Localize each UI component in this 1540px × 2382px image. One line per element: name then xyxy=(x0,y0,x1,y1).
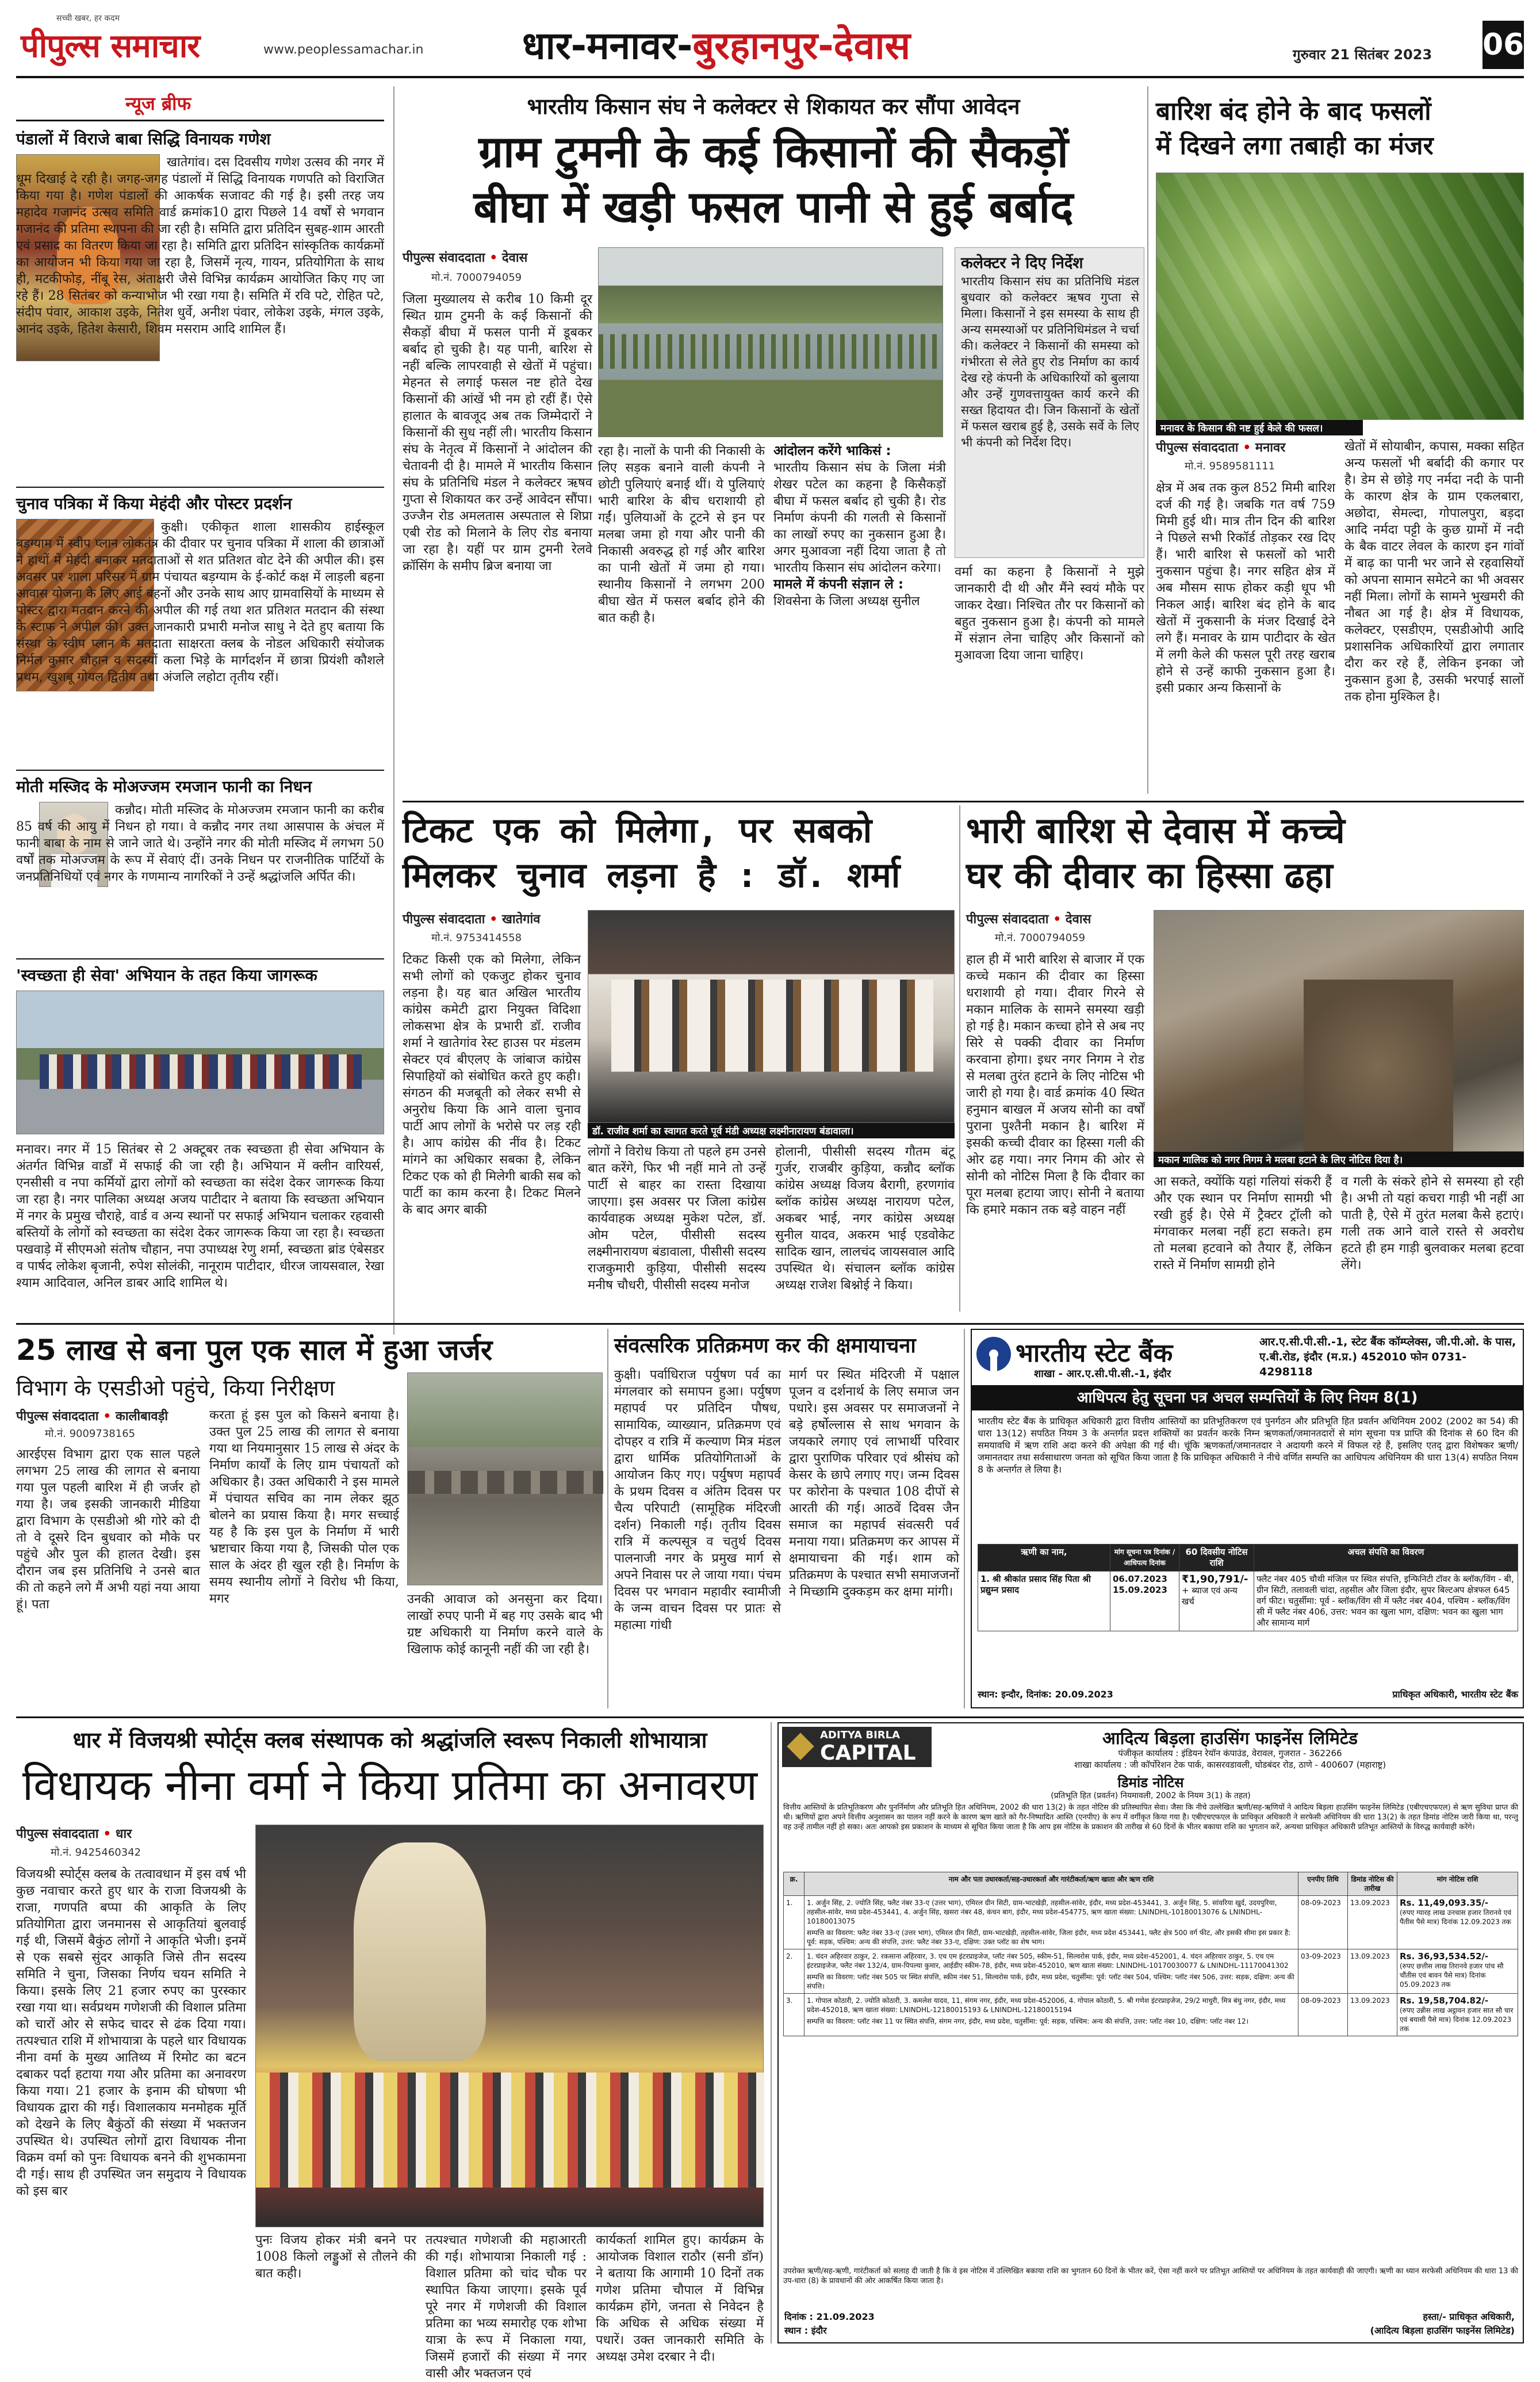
flooded-field-photo xyxy=(598,247,943,437)
story7-kicker: धार में विजयश्री स्पोर्ट्स क्लब संस्थापक को श्रद्धांजलि स्वरूप निकाली शोभायात्रा xyxy=(72,1727,707,1753)
banana-photo-caption: मनावर के किसान की नष्ट हुई केले की फसल। xyxy=(1156,420,1363,435)
aditya-place: स्थान : इंदौर xyxy=(784,2325,827,2336)
aditya-row2-property: सम्पत्ति का विवरण: प्लॉट नंबर 505 पर स्थित संपत्ति, स्कीम नंबर 51, सिल्वरोस पार्क, इंदौर, मध्य प्रदेश, चतुर्सीमा: पूर्व: प्लॉट नंबर 504, पश्चिम: प्लॉट नंबर 506, उत्तर: सड़क, दक्षिण: अन्य की संपत्ति। xyxy=(807,1973,1294,1990)
story7-byline: पीपुल्स संवाददाता • धार xyxy=(16,1827,132,1841)
aditya-row3-name-text: 1. गोपाल कोठारी, 2. ज्योति कोठारी, 3. कमलेश यादव, 11, संगम नगर, इंदौर, मध्य प्रदेश-452006, 4. गोपाल कोठारी, 5. श्री गणेश इंटरप्राइजेज, 29/2 माधुरी, मित्र बंधु नगर, इंदौर, मध्य प्रदेश-452018, ऋण खाता संख्या: LNINDHL-12180015193 & LNINDHL-12180015194 xyxy=(807,1997,1286,2014)
story1-place: देवास xyxy=(501,251,528,265)
aditya-row3-npa: 08-09-2023 xyxy=(1298,1994,1348,2036)
story3-col1: टिकट किसी एक को मिलेगा, लेकिन सभी लोगों को एकजुट होकर चुनाव लड़ना है। यह बात अखिल भारतीय कांग्रेस कमेटी द्वारा नियुक्त विदिशा लोकसभा क्षेत्र के प्रभारी डॉ. राजीव शर्मा ने खातेगांव रेस्ट हाउस पर मंडलम सेक्टर एवं बीएलए के जांबाज कांग्रेस सिपाहियों को संबोधित करते हुए कही। संगठन की मजबूती को लेकर सभी से अनुरोध किया कि आने वाला चुनाव पार्टी आप लोगों के भरोसे पर लड़ रही है। आप कांग्रेस की नींव है। टिकट मांगने का अधिकार सबका है, लेकिन टिकट एक को ही मिलेगी बाकी सब को पार्टी का काम करना है। टिकट मिलने के बाद अगर बाकी xyxy=(403,953,581,1217)
story4-credit: पीपुल्स संवाददाता xyxy=(966,912,1049,927)
story1-col2: रहा है। नालों के पानी की निकासी के लिए सड़क बनाने वाली कंपनी ने छोटी पुलियाएं बनाई थीं। ये पुलियाएं भारी बारिश के बीच धराशायी हो गईं। पुलियाओं के टूटने से इन पर मलबा जमा हो गया और पानी की निकासी अवरुद्ध हो गई और बारिश का पानी खेतों में जमा हो गया। स्थानीय किसानों ने लगभग 200 बीघा खेत में फसल बर्बाद होने की बात कही है। xyxy=(598,444,765,625)
story7-col1: विजयश्री स्पोर्ट्स क्लब के तत्वावधान में इस वर्ष भी कुछ नवाचार करते हुए धार के राजा विजयश्री के राजा, गणपति बप्पा की आकृति के लिए प्रतियोगिता द्वारा जनमानस से आकृतियां बुलवाई गई थी, जिसमें बैकुंठ लोगों ने आकृति भेजी। इनमें से एक सबसे सुंदर आकृति जिसे तीन सदस्य समिति ने चुना, जिसका निर्णय चयन समिति ने किया। इसके लिए 21 हजार रुपए का पुरस्कार रखा गया था। सर्वप्रथम गणेशजी की विशाल प्रतिमा को चारों ओर से सफेद चादर से ढंक दिया गया। तत्पश्चात राशि में शोभायात्रा के पहले धार विधायक नीना वर्मा के मुख्य आतिथ्य में रिमोट का बटन दबाकर पर्दा हटाया गया और प्रतिमा का अनावरण किया गया। 21 हजार के इनाम की घोषणा भी विधायक द्वारा की गई। विशालकाय मनमोहक मूर्ति को देखने के लिए बैकुंठों की संख्या में भक्तजन उपस्थित थे। उपस्थित लोगों द्वारा विधायक नीना विक्रम वर्मा को पुनः विधायक बनने की शुभकामना दी गई। साथ ही उपस्थित जन समुदाय ने विधायक को इस बार xyxy=(16,1867,246,2199)
table-row xyxy=(784,1896,1518,1949)
sbi-table xyxy=(978,1544,1518,1682)
story-wall-collapse xyxy=(966,805,1524,1312)
story5-credit: पीपुल्स संवाददाता xyxy=(16,1409,99,1424)
wall-photo-caption: मकान मालिक को नगर निगम ने मलबा हटाने के लिए नोटिस दिया है। xyxy=(1154,1152,1524,1167)
sbi-logo-block xyxy=(976,1335,1247,1381)
aditya-col-amount: मांग नोटिस राशि xyxy=(1397,1872,1518,1896)
story1-col4: वर्मा का कहना है किसानों ने मुझे जानकारी दी थी और मैंने स्वयं मौके पर जाकर देखा। निश्चित तौर पर किसानों को बहुत नुकसान हुआ है। कंपनी को मामले में संज्ञान लेना चाहिए और किसानों को मुआवजा दिया जाना चाहिए। xyxy=(955,565,1144,663)
statue-photo-caption: पुनः विजय होकर मंत्री बनने पर 1008 किलो लड्डुओं से तौलने की बात कही। xyxy=(255,2233,416,2281)
aditya-row1-amount: Rs. 11,49,093.35/- xyxy=(1400,1898,1489,1908)
edition-title xyxy=(522,18,910,70)
story1-sub-protest: आंदोलन करेंगे भाकिसं : xyxy=(773,443,891,458)
aditya-logo xyxy=(782,1727,932,1767)
story4-col1: हाल ही में भारी बारिश से बाजार में एक कच्चे मकान की दीवार का हिस्सा धराशायी हो गया। दीवार गिरने से मकान मालिक के सामने समस्या खड़ी हो गई है। मकान कच्चा होने से अब नए सिरे से पक्की दीवार का निर्माण करवाना होगा। इधर नगर निगम ने रोड से मलबा तुरंत हटाने के लिए नोटिस भी जारी हो गया है। वार्ड क्रमांक 40 स्थित हनुमान बाखल में अजय सोनी का वर्षों पुराना पुश्तैनी मकान है। बारिश में इसकी कच्ची दीवार का हिस्सा गली की ओर ढह गया। नगर निगम की ओर से सोनी को नोटिस मिला है कि दीवार का पूरा मलबा हटाया जाए। सोनी ने बताया कि हमारे मकान तक बड़े वाहन नहीं xyxy=(966,953,1144,1217)
aditya-row3-property: सम्पत्ति का विवरण: प्लॉट नंबर 11 पर स्थित संपत्ति, संगम नगर, इंदौर, मध्य प्रदेश, चतुर्सीमा: पूर्व: सड़क, पश्चिम: अन्य की संपत्ति, उत्तर: प्लॉट नंबर 10, दक्षिण: प्लॉट नंबर 12। xyxy=(807,2017,1249,2025)
sbi-possession-notice xyxy=(971,1329,1524,1708)
brief-text-3: कन्नौद। मोती मस्जिद के मोअज्जम रमजान फानी का करीब 85 वर्ष की आयु में निधन हो गया। वे कन्नौद नगर तथा आसपास के अंचल में फानी बाबा के नाम से जाने जाते थे। उन्होंने नगर की मोती मस्जिद में लगभग 50 वर्षों तक मोअज्जम के रूप में सेवाएं दीं। उनके निधन पर राजनीतिक पार्टियों के जनप्रतिनिधियों एवं नगर के गणमान्य नागरिकों ने उन्हें श्रद्धांजलि अर्पित की। xyxy=(16,803,384,884)
aditya-footer-note: उपरोक्त ऋणी/सह-ऋणी, गारंटीकर्ता को सलाह दी जाती है कि वे इस नोटिस में उल्लिखित बकाया राशि का भुगतान 60 दिनों के भीतर करें, ऐसा नहीं करने पर प्रतिभूत आस्तियों पर अधिनियम के तहत कार्यवाही की जाएगी। ऋणी का ध्यान सरफेसी अधिनियम की धारा 13 की उप-धारा (8) के प्रावधानों की ओर आकर्षित किया जाता है। xyxy=(783,2267,1518,2285)
collector-box-text: भारतीय किसान संघ का प्रतिनिधि मंडल बुधवार को कलेक्टर ऋषव गुप्ता से मिला। किसानों ने इस समस्या के साथ ही अन्य समस्याओं पर प्रतिनिधिमंडल ने चर्चा की। कलेक्टर ने किसानों की समस्या को गंभीरता से लेते हुए रोड निर्माण का कार्य देख रहे कंपनी के अधिकारियों को बुलाया और उन्हें गुणवत्तायुक्त कार्य करने की सख्त हिदायत दी। जिन किसानों के खेतों में फसल खराब हुई है, उसके सर्वे के लिए भी कंपनी को निर्देश दिए। xyxy=(961,274,1139,449)
masthead-tagline: सच्ची खबर, हर कदम xyxy=(56,14,120,23)
aditya-brand-2: CAPITAL xyxy=(820,1741,916,1765)
story4-col2: आ सकते, क्योंकि यहां गलियां संकरी हैं और एक स्थान पर निर्माण सामग्री भी रखी हुई है। ऐसे में ट्रैक्टर ट्रॉली को मंगवाकर मलबा नहीं हटा सकते। हम तो मलबा हटवाने को तैयार हैं, लेकिन रास्ते में निर्माण सामग्री होने xyxy=(1154,1175,1332,1272)
aditya-row2-amount-note: (रुपए छत्तीस लाख तिरानवे हजार पांच सौ चौंतीस एवं बावन पैसे मात्र) दिनांक 05.09.2023 तक xyxy=(1400,1962,1504,1989)
collapsed-wall-photo xyxy=(1154,910,1524,1152)
aditya-row2-demand: 13.09.2023 xyxy=(1348,1949,1397,1994)
story7-headline: विधायक नीना वर्मा ने किया प्रतिमा का अनावरण xyxy=(22,1761,758,1810)
aditya-birla-demand-notice xyxy=(777,1722,1524,2343)
aditya-row2-no: 2. xyxy=(784,1949,805,1994)
brief-heading-2: चुनाव पत्रिका में किया मेहंदी और पोस्टर प्रदर्शन xyxy=(16,494,292,513)
story1-col1: जिला मुख्यालय से करीब 10 किमी दूर स्थित ग्राम टुमनी के कई किसानों की सैकड़ों बीघा में फसल पानी में डूबकर बर्बाद हो चुकी है। यह पानी, बारिश से नहीं बल्कि लापरवाही से खेतों में पहुंचा। मेहनत से लगाई फसल नष्ट होते देख किसानों की आंखें भी नम हो रहीं हैं। ऐसे हालात के बावजूद अब तक जिम्मेदारों ने किसानों की सुध नहीं ली। भारतीय किसान संघ के नेतृत्व में किसानों ने आंदोलन की चेतावनी दी है। मामले में भारतीय किसान संघ के प्रतिनिधि मंडल ने कलेक्टर ऋषव गुप्ता से शिकायत कर उन्हें आवेदन सौंपा। उज्जैन रोड अमलतास अस्पताल से शिप्रा एबी रोड को मिलाने के लिए रोड बनाया जा रहा है। यहीं पर ग्राम टुमनी रेलवे क्रॉसिंग के समीप ब्रिज बनाया जा xyxy=(403,292,592,573)
sbi-col-name: ऋणी का नाम, xyxy=(978,1544,1110,1572)
story5-col3: उनकी आवाज को अनसुना कर दिया। लाखों रुपए पानी में बह गए उसके बाद भी ग्रष्ट अधिकारी या निर्माण करने वाले के खिलाफ कोई कानूनी नहीं की जा रही है। xyxy=(407,1592,603,1657)
story4-headline-2: घर की दीवार का हिस्सा ढहा xyxy=(966,854,1333,896)
sbi-row-no: 1. xyxy=(980,1574,990,1584)
aditya-row1-no: 1. xyxy=(784,1896,805,1949)
aditya-col-no: क्र. xyxy=(784,1872,805,1896)
aditya-row1-amount-cell xyxy=(1397,1896,1518,1949)
story1-sub-company: मामले में कंपनी संज्ञान ले : xyxy=(773,577,904,592)
congress-photo-caption: डॉ. राजीव शर्मा का स्वागत करते पूर्व मंडी अध्यक्ष लक्ष्मीनारायण बंडावाला। xyxy=(588,1123,955,1138)
aditya-brand-1: ADITYA BIRLA xyxy=(820,1729,901,1741)
edition-title-red: बुरहानपुर-देवास xyxy=(692,24,911,68)
brief-text-4: मनावर। नगर में 15 सितंबर से 2 अक्टूबर तक स्वच्छता ही सेवा अभियान के अंतर्गत विभिन्न वार्डों में सफाई की जा रही है। अभियान में क्लीन वारियर्स, एनसीसी व नपा कर्मियों द्वारा लोगों को स्वच्छता का संदेश देकर जागरूक किया जा रहा है। नगर पालिका अध्यक्ष अजय पाटीदार ने बताया कि स्वच्छता अभियान में नगर के प्रमुख चौराहे, वार्ड व अन्य स्थानों पर सफाई अभियान चलाकर रहवासी बस्तियों के लोगों को स्वच्छता का संदेश देकर जागरूक किया जा रहा है। स्वच्छता पखवाड़े में सीएमओ संतोष चौहान, नपा उपाध्यक्ष रेणु शर्मा, स्वच्छता ब्रांड एंबेसडर व पार्षद लोकेश बृजानी, रुपेश सोलंकी, नानूराम पाटीदार, धीरज जायसवाल, रेखा श्याम आदिवाल, अनिल डाबर आदि शामिल थे। xyxy=(16,1142,384,1290)
aditya-notice-title: डिमांड नोटिस xyxy=(1117,1775,1184,1791)
story1-kicker: भारतीय किसान संघ ने कलेक्टर से शिकायत कर सौंपा आवेदन xyxy=(527,94,1020,119)
edition-title-black: धार-मनावर- xyxy=(522,24,693,68)
story6-col2: मार्ग पर स्थित मंदिरजी में पक्षाल पूजन व दर्शनार्थ के लिए समाज जन पधारे। इस अवसर पर समाजजनों ने बड़े हर्षोल्लास से साथ भगवान के जयकारे लगाए एवं लाभार्थी परिवार द्वारा पुराणिक परिवार एवं श्रीसंघ को केसर के छापे लगाए गए। जन्म दिवस पर कोरोना के पश्चात 108 दीपों से आरती की गई। आठवें दिवस जैन समाज का महापर्व संवत्सरी पर्व मनाया गया। प्रतिक्रमण कर आपस में क्षमायाचना की गई। शाम को प्रतिक्रमण के पश्चात सभी समाजजनों ने मिच्छामि दुक्कड़म कर क्षमा मांगी। xyxy=(789,1368,959,1599)
aditya-branch-office: शाखा कार्यालय : जी कॉर्पोरेशन टेक पार्क, कासरवडावली, घोडबंदर रोड, ठाणे - 400607 (महाराष्ट्र) xyxy=(1074,1760,1386,1770)
story1-headline-2: बीघा में खड़ी फसल पानी से हुई बर्बाद xyxy=(473,181,1074,232)
aditya-row1-demand: 13.09.2023 xyxy=(1348,1896,1397,1949)
sbi-row-property: फ्लैट नंबर 405 चौथी मंजिल पर स्थित संपत्ति, इन्फिनिटी टॉवर के ब्लॉक/विंग - बी, ग्रीन सिटी, तलावली चांदा, तहसील और जिला इंदौर, सुपर बिल्टअप क्षेत्रफल 645 वर्ग फीट। चतुर्सीमा: पूर्व - ब्लॉक/विंग सी में फ्लैट नंबर 404, पश्चिम - ब्लॉक/विंग सी में फ्लैट नंबर 406, उत्तर: भवन का खुला भाग, दक्षिण: भवन का खुला भाग और सामान्य मार्ग xyxy=(1254,1572,1518,1631)
story7-mobile: मो.नं. 9425460342 xyxy=(51,1846,141,1859)
sbi-notice-body: भारतीय स्टेट बैंक के प्राधिकृत अधिकारी द्वारा वित्तीय आस्तियों का प्रतिभूतिकरण एवं पुनर्गठन और प्रतिभूति हित प्रवर्तन अधिनियम 2002 (2002 का 54) की धारा 13(12) सपठित नियम 3 के अन्तर्गत प्रदत्त शक्तियों का प्रवर्तन करके निम्न ऋणकर्ता/जमानतदारों से मांग सूचना पत्र प्राप्ति की दिनांक से 60 दिन की समयावधि में ऋण राशि अदा करने की अपेक्षा की गई थी। चूंकि ऋणकर्ता/जमानतदार ने अदायगी करने में विफल रहे हैं, इसलिए एतद् द्वारा विशेषकर ऋणी/जमानतदार तथा सर्वसाधारण जनता को सूचित किया जाता है कि प्राधिकृत अधिकारी ने नीचे वर्णित सम्पत्ति का आधिपत्य अधिनियम की धारा 13(4) सपठित नियम 8 के अन्तर्गत ले लिया है। xyxy=(978,1416,1518,1475)
aditya-row3-amount: Rs. 19,58,704.82/- xyxy=(1400,1995,1489,2006)
story5-byline: पीपुल्स संवाददाता • कालीबावड़ी xyxy=(16,1409,168,1424)
story3-byline: पीपुल्स संवाददाता • खातेगांव xyxy=(403,912,541,927)
story1-col3 xyxy=(773,443,946,782)
collector-box xyxy=(955,247,1144,558)
story7-place: धार xyxy=(115,1827,132,1841)
story5-col1: आरईएस विभाग द्वारा एक साल पहले लगभग 25 लाख की लागत से बनाया गया पुल पहली बारिश में ही जर्जर हो गया है। जब इसकी जानकारी मीडिया द्वारा विभाग के एसडीओ श्री गोरे को दी तो वे दूसरे दिन बुधवार को मौके पर पहुंचे और पुल की हालत देखी। इस दौरान जब इस प्रतिनिधि ने उनसे बात की तो कहने लगे मैं अभी यहां नया आया हूं। पता xyxy=(16,1447,200,1612)
sbi-address: आर.ए.सी.पी.सी.-1, स्टेट बैंक कॉम्प्लेक्स, जी.पी.ओ. के पास, ए.बी.रोड, इंदौर (म.प्र.) 452010 फोन 0731-4298118 xyxy=(1259,1336,1516,1378)
story4-col3: व गली के संकरे होने से समस्या हो रही है। अभी तो यहां कचरा गाड़ी भी नहीं आ पाती है, ऐसे में तुरंत मलबा कैसे हटाएं। गली तक आने वाले रास्ते से अवरोध हटते ही हम गाड़ी बुलवाकर मलबा हटवा लेंगे। xyxy=(1341,1175,1524,1272)
website-link[interactable]: www.peoplessamachar.in xyxy=(263,43,424,57)
aditya-reg-office: पंजीकृत कार्यालय : इंडियन रेयॉन कंपाउंड, वेरावल, गुजरात - 362266 xyxy=(1118,1748,1342,1758)
story1-credit: पीपुल्स संवाददाता xyxy=(403,251,485,265)
story5-place: कालीबावड़ी xyxy=(115,1409,168,1424)
story-statue-unveiling xyxy=(16,1722,764,2381)
story6-col1: कुक्षी। पर्वाधिराज पर्युषण पर्व का मंगलवार को समापन हुआ। पर्युषण महापर्व पर प्रतिदिन पौषध, सामायिक, व्याख्यान, प्रतिक्रमण एवं दोपहर व रात्रि में कल्याण मित्र मंडल द्वारा धार्मिक प्रतियोगिताओं के आयोजन किए गए। पर्युषण महापर्व के प्रथम दिवस व अंतिम दिवस पर चैत्य परिपाटी (सामूहिक मंदिरजी दर्शन) निकाली गई। तृतीय दिवस रात्रि में कल्पसूत्र व चतुर्थ दिवस पालनाजी नगर के प्रमुख मार्ग से अपने निवास पर ले जाया गया। पंचम दिवस पर भगवान महावीर स्वामीजी के जन्म वाचन दिवस पर प्रातः से महात्मा गांधी xyxy=(614,1368,781,1632)
story2-col1: क्षेत्र में अब तक कुल 852 मिमी बारिश दर्ज की गई है। जबकि गत वर्ष 759 मिमी हुई थी। मात्र तीन दिन की बारिश ने पिछले सभी रिकॉर्ड तोड़कर रख दिए हैं। भारी बारिश से फसलों को भारी नुकसान पहुंचा है। नगर सहित क्षेत्र में अब मौसम साफ होकर कड़ी धूप भी निकल आई। बारिश बंद होने के बाद खेतों में नुकसानी के मंजर दिखाई देने लगे हैं। मनावर के ग्राम पाटीदार के खेत में लगी केले की फसल पूरी तरह खराब होने से उन्हें काफी नुकसान हुआ है। इसी प्रकार अन्य किसानों के xyxy=(1156,481,1335,695)
story2-byline: पीपुल्स संवाददाता • मनावर xyxy=(1156,441,1286,455)
sbi-logo-icon xyxy=(976,1337,1011,1371)
sbi-bank-name: भारतीय स्टेट बैंक xyxy=(1016,1339,1173,1368)
sbi-row-amount xyxy=(1179,1572,1254,1631)
story3-headline-2: मिलकर चुनाव लड़ना है : डॉ. शर्मा xyxy=(403,855,901,896)
aditya-date: दिनांक : 21.09.2023 xyxy=(784,2311,875,2322)
story-paryushan xyxy=(614,1329,959,1708)
story7-credit: पीपुल्स संवाददाता xyxy=(16,1827,99,1841)
story-banana-crop xyxy=(1156,86,1524,794)
story4-mobile: मो.नं. 7000794059 xyxy=(995,932,1086,944)
aditya-row2-name-text: 1. चंदन अहिरवार ठाकुर, 2. रकसाना अहिरवार, 3. एच एम इंटरप्राइजेज, प्लॉट नंबर 505, स्कीम-51, सिल्वरोस पार्क, इंदौर, मध्य प्रदेश-452001, 4. चंदन अहिरवार ठाकुर, 5. एच एम इंटरप्राइजेज, फ्लैट नंबर 132/4, ग्राम-पिपल्या कुमार, आईडीए स्कीम-78, इंदौर, मध्य प्रदेश-452010, ऋण खाता संख्या: LNINDHL-10170030077 & LNINDHL-11170041302 xyxy=(807,1952,1289,1970)
brief-text-1: खातेगांव। दस दिवसीय गणेश उत्सव की नगर में धूम दिखाई दे रही है। जगह-जगह पंडालों में सिद्धि विनायक गणपति को विराजित किया गया है। गणेश पंडालों की आकर्षक सजावट की गई है। इसी तरह जय महादेव गजानंद उत्सव समिति वार्ड क्रमांक10 द्वारा पिछले 14 वर्षों से भगवान गजानंद की प्रतिमा स्थापना की जा रही है। समिति द्वारा प्रतिदिन सुबह-शाम आरती एवं प्रसाद का वितरण किया जा रहा है। समिति द्वारा प्रतिदिन सांस्कृतिक कार्यक्रमों का आयोजन भी किया गया जा रहा है, जिसमें नृत्य, गायन, प्रतियोगिता के साथ ही, मटकीफोड़, नींबू रेस, अंताक्षरी जैसे विभिन्न कार्यक्रम आयोजित किए गए जा रहे हैं। 28 सितंबर को कन्याभोज भी रखा गया है। समिति में रवि पटे, रोहित पटे, संदीप पंवार, आकाश उइके, नितेश धुर्वे, अनीश पंवार, लोकेश उइके, मंगल उइके, आनंद उइके, हितेश केसारी, शिवम मसराम आदि शामिल हैं। xyxy=(16,155,384,337)
story6-headline: संवत्सरिक प्रतिक्रमण कर की क्षमायाचना xyxy=(614,1334,916,1358)
story7-col3: कार्यकर्ता शामिल हुए। कार्यक्रम के आयोजक विशाल राठौर (सनी डॉन) ने बताया कि आगामी 10 दिनों तक गणेश प्रतिमा चौपाल में विभिन्न कार्यक्रम होंगे, जनता से निवेदन है कि अधिक से अधिक संख्या में पधारें। उक्त जानकारी समिति के अध्यक्ष उमेश दरबार ने दी। xyxy=(596,2233,764,2364)
aditya-intro: वित्तीय आस्तियों के प्रतिभूतिकरण और पुनर्निर्माण और प्रतिभूति हित अधिनियम, 2002 की धारा 13(2) के तहत नोटिस की प्रतिस्थापित सेवा। जैसा कि नीचे उल्लेखित ऋणी/सह-ऋणियों ने आदित्य बिड़ला हाउसिंग फाइनेंस लिमिटेड (एबीएचएफएल) से ऋण सुविधा प्राप्त की थी। ऋणियों द्वारा अपने वित्तीय अनुशासन का पालन नहीं करने के कारण ऋण खाते को गैर-निष्पादित आस्ति (एनपीए) के रूप में वर्गीकृत किया गया है। एबीएचएफएल के प्राधिकृत अधिकारी ने सरफेसी अधिनियम की धारा 13(2) के तहत डिमांड नोटिस जारी किया था, परन्तु वह उन्हें तामील नहीं हो सका। अतः आपको इस प्रकाशन के माध्यम से सूचित किया जाता है कि आप इस नोटिस के प्रकाशन की तारीख से 60 दिनों के भीतर बकाया राशि का भुगतान करें, अन्यथा प्राधिकृत अधिकारी प्रतिभूत आस्तियों के विरुद्ध कार्यवाही करेंगे। xyxy=(783,1803,1518,1832)
page-number: 06 xyxy=(1482,21,1524,69)
banana-field-photo xyxy=(1156,173,1524,420)
story4-byline: पीपुल्स संवाददाता • देवास xyxy=(966,912,1091,927)
aditya-row1-name xyxy=(805,1896,1298,1949)
story-crop-damage xyxy=(403,86,1144,794)
sbi-row-amount-note: + ब्याज एवं अन्य खर्च xyxy=(1182,1585,1238,1607)
aditya-row3-demand: 13.09.2023 xyxy=(1348,1994,1397,2036)
story2-headline-1: बारिश बंद होने के बाद फसलों xyxy=(1156,97,1431,126)
aditya-table xyxy=(783,1872,1518,2263)
story5-headline: 25 लाख से बना पुल एक साल में हुआ जर्जर xyxy=(16,1333,493,1367)
aditya-row1-name-text: 1. अर्जुन सिंह, 2. ज्योति सिंह, फ्लैट नंबर 33-ए (उत्तर भाग), एमिरल ग्रीन सिटी, ग्राम-भाटखेड़ी, तहसील-सांवेर, इंदौर, मध्य प्रदेश-453441, 3. अर्जुन सिंह, 5. सांवरिया खुर्द, उदयपुरिया, तहसील-सांवेर, मध्य प्रदेश-453441, 4. अर्जुन सिंह, खसरा नंबर 48, कंचन बाग, इंदौर, मध्य प्रदेश-454775, ऋण खाता संख्या: LNINDHL-10180013076 & LNINDHL-10180013075 xyxy=(807,1899,1277,1925)
aditya-row3-amount-note: (रुपए उन्नीस लाख अट्ठावन हजार सात सौ चार एवं बयासी पैसे मात्र) दिनांक 12.09.2023 तक xyxy=(1400,2006,1514,2033)
sbi-place-date: स्थान: इन्दौर, दिनांक: 20.09.2023 xyxy=(978,1689,1113,1700)
aditya-row1-npa: 08-09-2023 xyxy=(1298,1896,1348,1949)
story3-col2: लोगों ने विरोध किया तो पहले हम उनसे बात करेंगे, फिर भी नहीं माने तो उन्हें पार्टी से बाहर का रास्ता दिखाया जाएगा। इस अवसर पर जिला कांग्रेस कार्यवाहक अध्यक्ष मुकेश पटेल, डॉ. ओम पटेल, पीसीसी सदस्य लक्ष्मीनारायण बंडावाला, पीसीसी सदस्य राजकुमारी कुड़िया, पीसीसी सदस्य मनीष चौधरी, पीसीसी सदस्य मनोज xyxy=(588,1145,766,1293)
aditya-row2-npa: 03-09-2023 xyxy=(1298,1949,1348,1994)
sbi-row-date2: 15.09.2023 xyxy=(1113,1585,1167,1595)
story3-credit: पीपुल्स संवाददाता xyxy=(403,912,485,927)
collector-box-heading: कलेक्टर ने दिए निर्देश xyxy=(961,254,1083,272)
story3-headline-1: टिकट एक को मिलेगा, पर सबको xyxy=(403,810,872,851)
story2-col2: खेतों में सोयाबीन, कपास, मक्का सहित अन्य फसलों भी बर्बादी की कगार पर है। डेम से छोड़े गए नर्मदा नदी के पानी के कारण क्षेत्र के ग्राम एकलबारा, अछोदा, सेमल्दा, गोपालपुरा, बड़दा आदि नर्मदा पट्टी के कुछ ग्रामों में नदी के बैक वाटर लेवल के कारण इन गांवों में बाढ़ का पानी भर जाने से रहवासियों को अपना सामान समेटने का भी अवसर नहीं मिला। लोगों के सामने भुखमरी की नौबत आ गई है। क्षेत्र में विधायक, कलेक्टर, एसडीएम, एसडीओपी आदि प्रशासनिक अधिकारियों द्वारा लगातार दौरा कर रहे हैं, लेकिन इनका जो नुकसान हुआ है, उसकी भरपाई सालों तक होना मुश्किल है। xyxy=(1344,439,1524,704)
story5-subhead: विभाग के एसडीओ पहुंचे, किया निरीक्षण xyxy=(16,1375,335,1401)
aditya-col-demand: डिमांड नोटिस की तारीख xyxy=(1348,1872,1397,1896)
sbi-col-amount: 60 दिवसीय नोटिस राशि xyxy=(1179,1544,1254,1572)
sbi-notice-title: आधिपत्य हेतु सूचना पत्र अचल सम्पत्तियों के लिए नियम 8(1) xyxy=(972,1385,1523,1410)
sbi-signatory: प्राधिकृत अधिकारी, भारतीय स्टेट बैंक xyxy=(1392,1689,1518,1700)
sbi-row-name-text: श्री श्रीकांत प्रसाद सिंह पिता श्री प्रद्युम्न प्रसाद xyxy=(980,1574,1091,1595)
sbi-row-dates xyxy=(1110,1572,1179,1631)
story2-headline-2: में दिखने लगा तबाही का मंजर xyxy=(1156,131,1434,160)
brief-heading-4: 'स्वच्छता ही सेवा' अभियान के तहत किया जागरूक xyxy=(16,966,317,985)
news-brief-column xyxy=(16,86,384,1317)
sbi-col-date: मांग सूचना पत्र दिनांक / आधिपत्य दिनांक xyxy=(1110,1544,1179,1572)
story7-col2: तत्पश्चात गणेशजी की महाआरती की गई। शोभायात्रा निकाली गई : विशाल प्रतिमा को चांद चौक पर स्थापित किया जाएगा। इसके पूर्व पूरे नगर में गणेशजी की विशाल प्रतिमा का भव्य समारोह एक शोभा यात्रा के रूप में निकाला गया, जिसमें हजारों की संख्या में नगर वासी और भक्तजन एवं xyxy=(426,2233,587,2381)
story5-col2: करता हूं इस पुल को किसने बनाया है। उक्त पुल 25 लाख की लागत से बनाया गया था नियमानुसार 15 लाख से अंदर के निर्माण कार्यों के लिए ग्राम पंचायतों को अधिकार है। उक्त अधिकारी ने इस मामले में पंचायत सचिव का नाम लेकर झूठ बोलने का प्रयास किया है। मगर सच्चाई यह है कि इस पुल के निर्माण में भारी भ्रष्टाचार किया गया है, जिसकी पोल एक साल के अंदर ही खुल रही है। निर्माण के समय स्थानीय लोगों ने विरोध भी किया, मगर xyxy=(209,1408,399,1606)
aditya-company: आदित्य बिड़ला हाउसिंग फाइनेंस लिमिटेड xyxy=(1102,1729,1358,1749)
aditya-col-npa: एनपीए तिथि xyxy=(1298,1872,1348,1896)
statue-crowd-photo xyxy=(255,1825,764,2227)
aditya-signatory-2: (आदित्य बिड़ला हाउसिंग फाइनेंस लिमिटेड) xyxy=(1370,2325,1515,2336)
aditya-row3-amount-cell xyxy=(1397,1994,1518,2036)
story3-col3: होलानी, पीसीसी सदस्य गौतम बंटू गुर्जर, राजबीर कुड़िया, कन्नौद ब्लॉक कांग्रेस अध्यक्ष विजय बैरागी, हरणगांव ब्लॉक कांग्रेस अध्यक्ष नारायण पटेल, अकबर भाई, नगर कांग्रेस अध्यक्ष सुनील यादव, अकरम भाई एडवोकेट सादिक खान, लालचंद जायसवाल आदि उपस्थित थे। संचालन ब्लॉक कांग्रेस अध्यक्ष राजेश बिश्नोई ने किया। xyxy=(775,1145,955,1293)
story2-credit: पीपुल्स संवाददाता xyxy=(1156,441,1239,455)
table-row xyxy=(784,1994,1518,2036)
story1-mobile: मो.नं. 7000794059 xyxy=(431,272,522,284)
cleanliness-rally-photo xyxy=(16,991,384,1134)
aditya-row3-no: 3. xyxy=(784,1994,805,2036)
story2-place: मनावर xyxy=(1255,441,1286,455)
aditya-notice-sub: (प्रतिभूति हित (प्रवर्तन) नियमावली, 2002 के नियम 3(1) के तहत) xyxy=(1051,1791,1251,1800)
aditya-logo-mark-icon xyxy=(787,1733,814,1760)
sbi-row-date1: 06.07.2023 xyxy=(1113,1574,1167,1584)
aditya-col-name: नाम और पता उधारकर्ता/सह-उधारकर्ता और गारंटीकर्ता/ऋण खाता और ऋण राशि xyxy=(805,1872,1298,1896)
sbi-branch: शाखा - आर.ए.सी.पी.सी.-1, इंदौर xyxy=(1034,1368,1171,1380)
congress-meeting-photo xyxy=(588,910,955,1123)
aditya-row2-amount-cell xyxy=(1397,1949,1518,1994)
table-row xyxy=(784,1949,1518,1994)
sbi-row-name xyxy=(978,1572,1110,1631)
issue-date: गुरुवार 21 सितंबर 2023 xyxy=(1293,47,1432,63)
aditya-row2-name xyxy=(805,1949,1298,1994)
sbi-row-amount-text: ₹1,90,791/- xyxy=(1182,1573,1248,1585)
brief-heading-3: मोती मस्जिद के मोअज्जम रमजान फानी का निधन xyxy=(16,777,312,796)
story3-mobile: मो.नं. 9753414558 xyxy=(431,932,522,944)
masthead xyxy=(16,10,1524,78)
aditya-row1-amount-note: (रुपए ग्यारह लाख उनचास हजार तिरानवे एवं पैंतीस पैसे मात्र) दिनांक 12.09.2023 तक xyxy=(1400,1909,1511,1926)
story3-place: खातेगांव xyxy=(501,912,541,927)
story2-mobile: मो.नं. 9589581111 xyxy=(1185,460,1275,472)
story-ticket xyxy=(403,805,955,1312)
damaged-bridge-photo xyxy=(407,1372,603,1585)
story5-mobile: मो.नं. 9009738165 xyxy=(45,1428,136,1440)
news-brief-label: न्यूज ब्रीफ xyxy=(125,93,191,114)
brief-text-2: कुक्षी। एकीकृत शाला शासकीय हाईस्कूल बड़ग्याम में स्वीप प्लान लोकतंत्र की दीवार पर चुनाव पत्रिका में शाला की छात्राओं ने हाथों में मेहंदी बनाकर मतदाताओं से शत प्रतिशत वोट देने की अपील की। इस अवसर पर शाला परिसर में ग्राम पंचायत बड़ग्याम के ई-कोर्ट कक्ष में लाड़ली बहना आवास योजना के लिए आई बहनों और उनके साथ आए ग्रामवासियों के माध्यम से पोस्टर द्वारा मतदान करने की अपील की गई तथा शत प्रतिशत मतदान की संस्था के स्टाफ ने अपील की। उक्त जानकारी प्रभारी मनोज साधु ने देते हुए बताया कि संस्था के स्वीप प्लान के मतदाता साक्षरता क्लब के नोडल अधिकारी संयोजक निर्मल कुमार चौहान व सदस्यों कला भिड़े के मार्गदर्शन में छात्रा प्रियंशी कौशले प्रथम, खुशबू गोयल द्वितीय तथा अंजलि लहोटा तृतीय रहीं। xyxy=(16,520,384,685)
story4-headline-1: भारी बारिश से देवास में कच्चे xyxy=(966,809,1345,851)
story1-col3-tail: शिवसेना के जिला अध्यक्ष सुनील xyxy=(773,594,920,609)
brief-heading-1: पंडालों में विराजे बाबा सिद्धि विनायक गणेश xyxy=(16,129,271,148)
story1-byline: पीपुल्स संवाददाता • देवास xyxy=(403,251,528,265)
aditya-signatory-1: हस्ता/- प्राधिकृत अधिकारी, xyxy=(1423,2311,1515,2322)
aditya-row1-property: सम्पत्ति का विवरण: फ्लैट नंबर 33-ए (उत्तर भाग), एमिरल ग्रीन सिटी, ग्राम-भाटखेड़ी, तहसील-सांवेर, जिला इंदौर, मध्य प्रदेश 453441, फ्लैट क्षेत्र 500 वर्ग फीट, और इसकी सीमा इस प्रकार है: पूर्व: सड़क, पश्चिम: अन्य की संपत्ति, उत्तर: फ्लैट नंबर 33-ए, दक्षिण: उक्त प्लॉट का शेष भाग। xyxy=(807,1929,1291,1946)
story4-place: देवास xyxy=(1065,912,1091,927)
story1-col3-text: भारतीय किसान संघ के जिला मंत्री शेखर पटेल का कहना है किसैकड़ों बीघा में फसल बर्बाद हो चुकी है। रोड निर्माण कंपनी की गलती से किसानों का लाखों रुपए का नुकसान हुआ है। अगर मुआवजा नहीं दिया जाता है तो भारतीय किसान संघ आंदोलन करेगा। xyxy=(773,461,946,575)
story-bridge xyxy=(16,1329,603,1708)
paper-name: पीपुल्स समाचार xyxy=(21,28,200,65)
sbi-col-property: अचल संपत्ति का विवरण xyxy=(1254,1544,1518,1572)
story1-headline-1: ग्राम टुमनी के कई किसानों की सैकड़ों xyxy=(478,126,1068,177)
aditya-row3-name xyxy=(805,1994,1298,2036)
aditya-row2-amount: Rs. 36,93,534.52/- xyxy=(1400,1951,1489,1962)
